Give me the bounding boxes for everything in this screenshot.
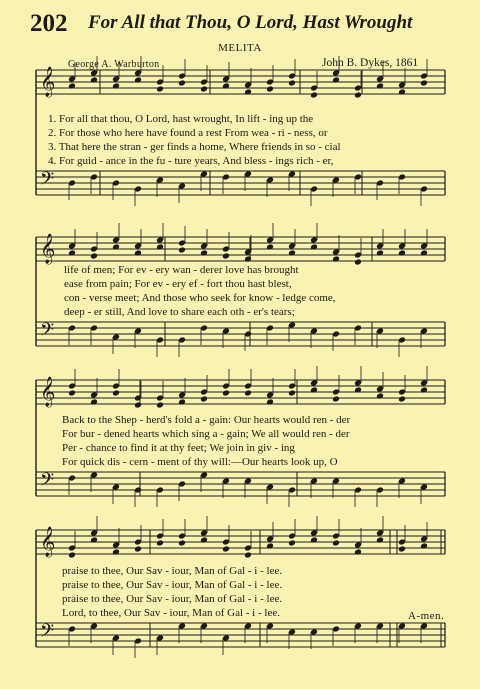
note-head xyxy=(156,402,164,409)
note-head xyxy=(266,86,274,93)
bass-clef-icon: 𝄢 xyxy=(40,169,55,194)
lyric-line: praise to thee, Our Sav - iour, Man of Gal - i - lee. xyxy=(62,593,283,605)
treble-clef-icon: 𝄞 xyxy=(40,377,56,407)
bass-clef-icon: 𝄢 xyxy=(40,320,55,345)
lyric-line: For quick dis - cern - ment of thy will:—Our hearts look up, O xyxy=(62,456,338,468)
composer: John B. Dykes, 1861 xyxy=(322,57,419,69)
hymn-title: For All that Thou, O Lord, Hast Wrought xyxy=(88,12,413,33)
treble-clef-icon: 𝄞 xyxy=(40,234,56,264)
lyric-line: Per - chance to find it at thy feet; We join in giv - ing xyxy=(62,442,295,454)
lyric-line: ease from pain; For ev - ery ef - fort thou hast blest, xyxy=(64,278,292,290)
lyric-line: For bur - dened hearts which sing a - gain; We all would ren - der xyxy=(62,428,350,440)
note-head xyxy=(288,390,296,397)
note-head xyxy=(310,92,318,99)
note-head xyxy=(68,390,76,397)
lyric-line: 2. For those who here have found a rest From wea - ri - ness, or xyxy=(48,127,328,139)
lyric-line: con - verse meet; And those who seek for know - ledge come, xyxy=(64,292,336,304)
treble-clef-icon: 𝄞 xyxy=(40,67,56,97)
note-head xyxy=(156,86,164,93)
text-author: George A. Warburton xyxy=(68,59,160,70)
hymn-number: 202 xyxy=(30,10,68,37)
bass-clef-icon: 𝄢 xyxy=(40,470,55,495)
bass-clef-icon: 𝄢 xyxy=(40,621,55,646)
note-head xyxy=(178,247,186,254)
note-head xyxy=(288,80,296,87)
note-head xyxy=(178,540,186,547)
lyric-line: praise to thee, Our Sav - iour, Man of Gal - i - lee. xyxy=(62,565,283,577)
note-head xyxy=(68,552,76,559)
note-head xyxy=(222,546,230,553)
note-head xyxy=(134,546,142,553)
treble-clef-icon: 𝄞 xyxy=(40,527,56,557)
note-head xyxy=(332,396,340,403)
lyric-line: praise to thee, Our Sav - iour, Man of Gal - i - lee. xyxy=(62,579,283,591)
note-head xyxy=(90,253,98,260)
note-head xyxy=(156,540,164,547)
tune-name: MELITA xyxy=(218,42,262,54)
note-head xyxy=(222,253,230,260)
note-head xyxy=(244,390,252,397)
note-head xyxy=(398,396,406,403)
note-head xyxy=(178,80,186,87)
lyric-line: deep - er still, And love to share each oth - er's tears; xyxy=(64,306,295,318)
amen-label: A-men. xyxy=(408,610,445,622)
lyric-line: Lord, to thee, Our Sav - iour, Man of Gal - i - lee. xyxy=(62,607,280,619)
note-head xyxy=(332,540,340,547)
note-head xyxy=(398,546,406,553)
note-head xyxy=(200,396,208,403)
note-head xyxy=(134,402,142,409)
lyric-line: 3. That here the stran - ger finds a home, Where friends in so - cial xyxy=(48,141,341,153)
note-head xyxy=(288,540,296,547)
lyric-line: 4. For guid - ance in the fu - ture years, And bless - ings rich - er, xyxy=(48,155,334,167)
lyric-line: 1. For all that thou, O Lord, hast wrought, In lift - ing up the xyxy=(48,113,314,125)
lyric-line: life of men; For ev - ery wan - derer love has brought xyxy=(64,264,299,276)
note-head xyxy=(244,552,252,559)
note-head xyxy=(200,86,208,93)
lyric-line: Back to the Shep - herd's fold a - gain: Our hearts would ren - der xyxy=(62,414,351,426)
note-head xyxy=(222,390,230,397)
note-head xyxy=(112,390,120,397)
note-head xyxy=(354,92,362,99)
note-head xyxy=(354,259,362,266)
note-head xyxy=(420,80,428,87)
